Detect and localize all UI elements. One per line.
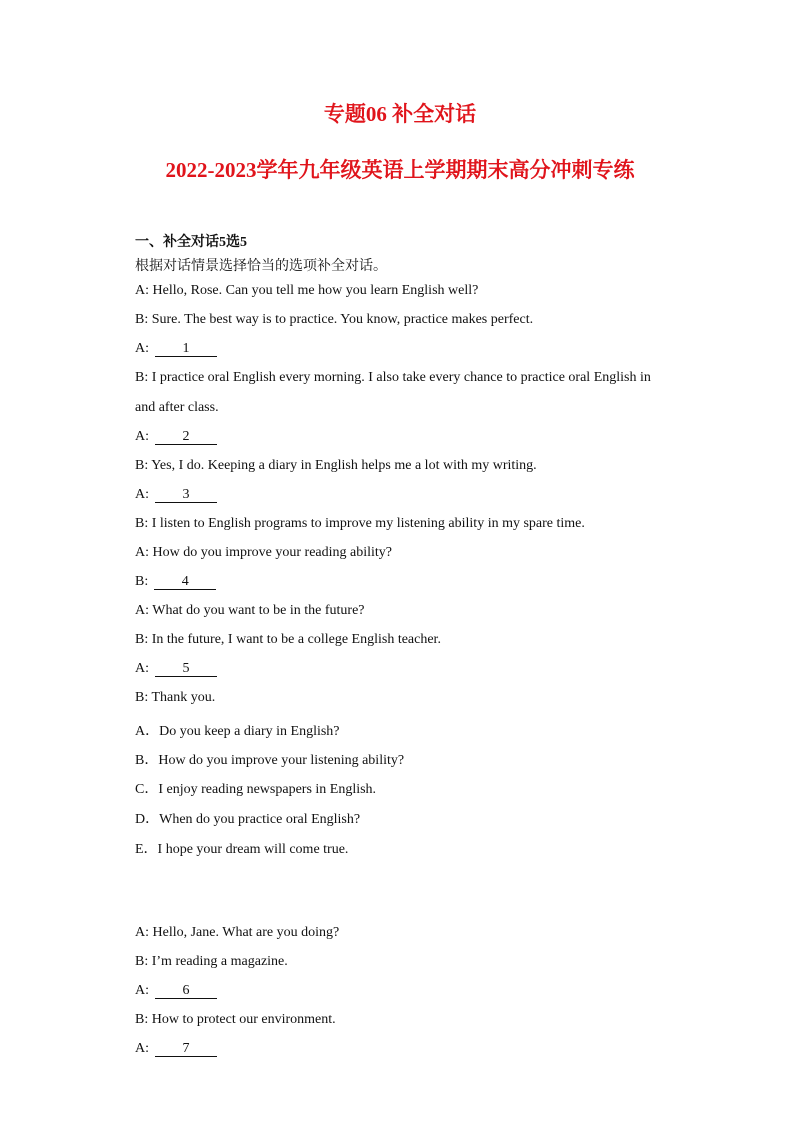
dialogue-blank-line <box>135 1041 217 1057</box>
section-heading: 一、补全对话5选5 <box>135 235 247 250</box>
dialogue-blank-line <box>135 487 217 503</box>
dialogue-blank-line <box>135 429 217 445</box>
instruction-text: 根据对话情景选择恰当的选项补全对话。 <box>135 259 387 274</box>
speaker-label: A: <box>135 341 149 356</box>
speaker-label: A: <box>135 487 149 502</box>
page-title: 专题06 补全对话 <box>323 102 477 126</box>
speaker-label: A: <box>135 1041 149 1056</box>
dialogue-line: B: Yes, I do. Keeping a diary in English helps me a lot with my writing. <box>135 458 537 473</box>
dialogue-line: A: What do you want to be in the future? <box>135 603 365 618</box>
option-d: D．When do you practice oral English? <box>135 812 361 827</box>
speaker-label: A: <box>135 429 149 444</box>
answer-blank[interactable]: 7 <box>155 1042 217 1057</box>
dialogue-line: B: In the future, I want to be a college English teacher. <box>135 632 441 647</box>
page-subtitle: 2022-2023学年九年级英语上学期期末高分冲刺专练 <box>165 158 635 182</box>
dialogue-line: B: Sure. The best way is to practice. You know, practice makes perfect. <box>135 312 534 327</box>
answer-blank[interactable]: 3 <box>155 488 217 503</box>
option-a: A．Do you keep a diary in English? <box>135 724 340 739</box>
option-e: E．I hope your dream will come true. <box>135 842 349 857</box>
dialogue-line: A: Hello, Jane. What are you doing? <box>135 925 340 940</box>
answer-blank[interactable]: 6 <box>155 984 217 999</box>
answer-blank[interactable]: 1 <box>155 342 217 357</box>
dialogue-line: and after class. <box>135 400 219 415</box>
dialogue-blank-line <box>135 574 216 590</box>
dialogue-line: B: I listen to English programs to improve my listening ability in my spare time. <box>135 516 585 531</box>
dialogue-line: A: How do you improve your reading ability? <box>135 545 393 560</box>
option-b: B．How do you improve your listening ability? <box>135 753 405 768</box>
option-c: C．I enjoy reading newspapers in English. <box>135 782 377 797</box>
dialogue-blank-line <box>135 661 217 677</box>
dialogue-line: A: Hello, Rose. Can you tell me how you learn English well? <box>135 283 479 298</box>
answer-blank[interactable]: 4 <box>154 575 216 590</box>
speaker-label: B: <box>135 574 149 589</box>
speaker-label: A: <box>135 661 149 676</box>
dialogue-line: B: Thank you. <box>135 690 216 705</box>
dialogue-line: B: I’m reading a magazine. <box>135 954 288 969</box>
dialogue-blank-line <box>135 341 217 357</box>
answer-blank[interactable]: 5 <box>155 662 217 677</box>
dialogue-line: B: I practice oral English every morning. I also take every chance to practice oral English in <box>135 370 651 385</box>
answer-blank[interactable]: 2 <box>155 430 217 445</box>
speaker-label: A: <box>135 983 149 998</box>
dialogue-blank-line <box>135 983 217 999</box>
dialogue-line: B: How to protect our environment. <box>135 1012 336 1027</box>
